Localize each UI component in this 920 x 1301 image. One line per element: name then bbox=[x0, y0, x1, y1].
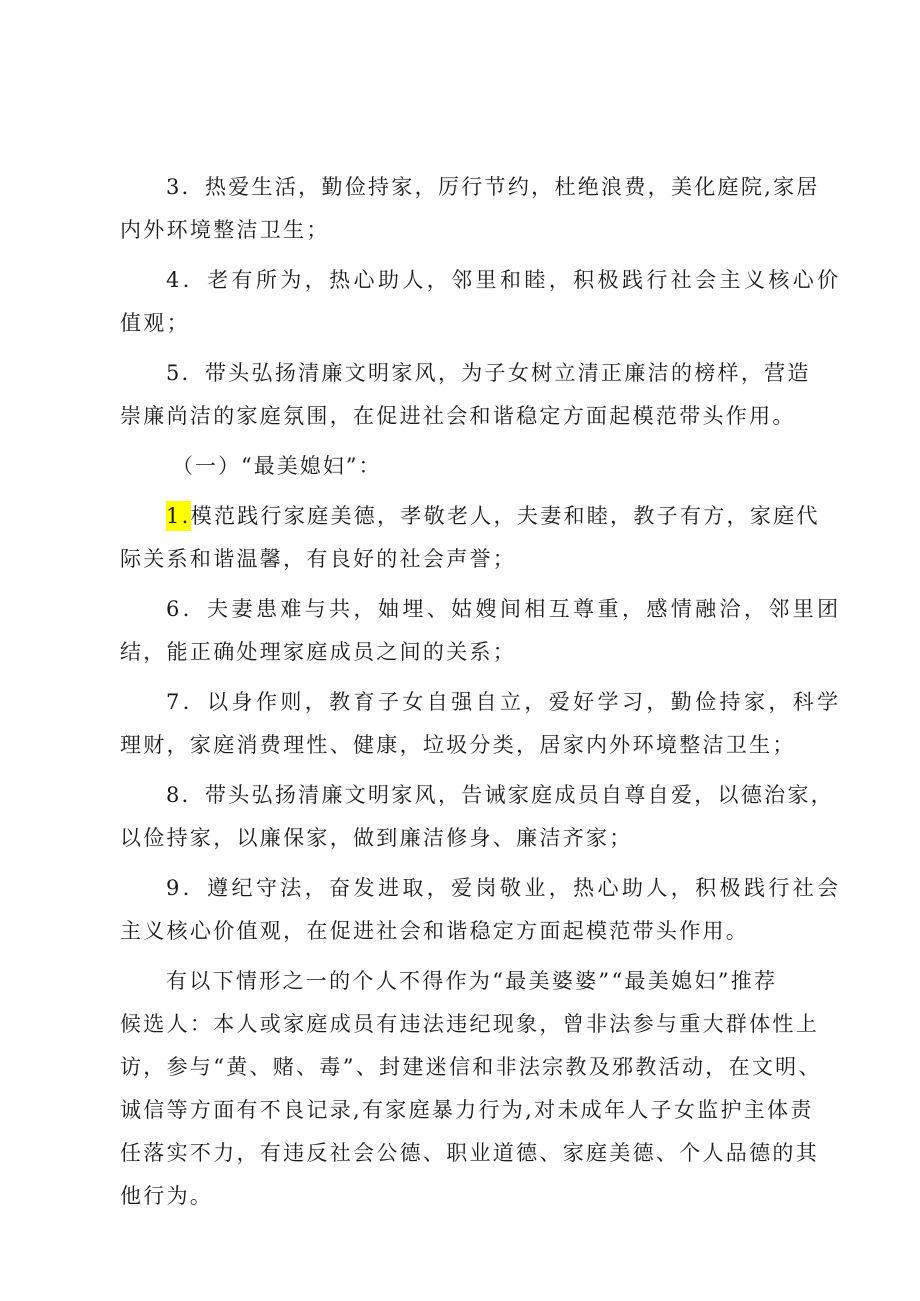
paragraph-line: 8．带头弘扬清廉文明家风，告诫家庭成员自尊自爱，以德治家， bbox=[166, 783, 835, 807]
paragraph-item-7 bbox=[120, 681, 842, 767]
paragraph-line: 4．老有所为，热心助人，邻里和睦，积极践行社会主义核心价 bbox=[166, 268, 842, 292]
paragraph-line: 内外环境整洁卫生； bbox=[120, 218, 330, 242]
paragraph-closing bbox=[120, 960, 820, 1218]
paragraph-line: 理财，家庭消费理性、健康，垃圾分类，居家内外环境整洁卫生； bbox=[120, 733, 796, 757]
paragraph-line: 访，参与“黄、赌、毒”、封建迷信和非法宗教及邪教活动，在文明、 bbox=[120, 1055, 822, 1079]
section-heading: （一）“最美媳妇”： bbox=[172, 454, 382, 478]
paragraph-line bbox=[120, 495, 820, 538]
paragraph-line: 际关系和谐温馨，有良好的社会声誉； bbox=[120, 547, 517, 571]
item-1-first-line: 模范践行家庭美德，孝敬老人，夫妻和睦，教子有方，家庭代 bbox=[190, 504, 820, 528]
paragraph-line: 9．遵纪守法，奋发进取，爱岗敬业，热心助人，积极践行社会 bbox=[166, 876, 842, 900]
paragraph-item-9 bbox=[120, 867, 842, 953]
paragraph-line: 结，能正确处理家庭成员之间的关系； bbox=[120, 640, 517, 664]
paragraph-item-1-highlighted bbox=[120, 495, 820, 581]
highlighted-item-number: 1. bbox=[166, 501, 191, 531]
paragraph-item-8 bbox=[120, 774, 835, 860]
paragraph-line: 任落实不力，有违反社会公德、职业道德、家庭美德、个人品德的其 bbox=[120, 1141, 819, 1165]
paragraph-line: 7．以身作则，教育子女自强自立，爱好学习，勤俭持家，科学 bbox=[166, 690, 842, 714]
paragraph-item-4 bbox=[120, 259, 842, 345]
paragraph-line: 有以下情形之一的个人不得作为“最美婆婆”“最美媳妇”推荐 bbox=[166, 969, 778, 993]
paragraph-line: 3．热爱生活，勤俭持家，厉行节约，杜绝浪费，美化庭院,家居 bbox=[166, 175, 820, 199]
paragraph-line: 诚信等方面有不良记录,有家庭暴力行为,对未成年人子女监护主体责 bbox=[120, 1098, 814, 1122]
paragraph-item-6 bbox=[120, 588, 842, 674]
paragraph-item-5 bbox=[120, 352, 820, 438]
paragraph-line: 候选人：本人或家庭成员有违法违纪现象，曾非法参与重大群体性上 bbox=[120, 1012, 819, 1036]
paragraph-line: 值观； bbox=[120, 311, 190, 335]
paragraph-line: 他行为。 bbox=[120, 1184, 214, 1208]
paragraph-line: 以俭持家，以廉保家，做到廉洁修身、廉洁齐家； bbox=[120, 826, 633, 850]
paragraph-line: 5．带头弘扬清廉文明家风，为子女树立清正廉洁的榜样，营造 bbox=[166, 361, 811, 385]
paragraph-line: 崇廉尚洁的家庭氛围，在促进社会和谐稳定方面起模范带头作用。 bbox=[120, 404, 796, 428]
paragraph-item-3 bbox=[120, 166, 820, 252]
paragraph-line: 6．夫妻患难与共，妯埋、姑嫂间相互尊重，感情融洽，邻里团 bbox=[166, 597, 842, 621]
paragraph-line: 主义核心价值观，在促进社会和谐稳定方面起模范带头作用。 bbox=[120, 919, 750, 943]
